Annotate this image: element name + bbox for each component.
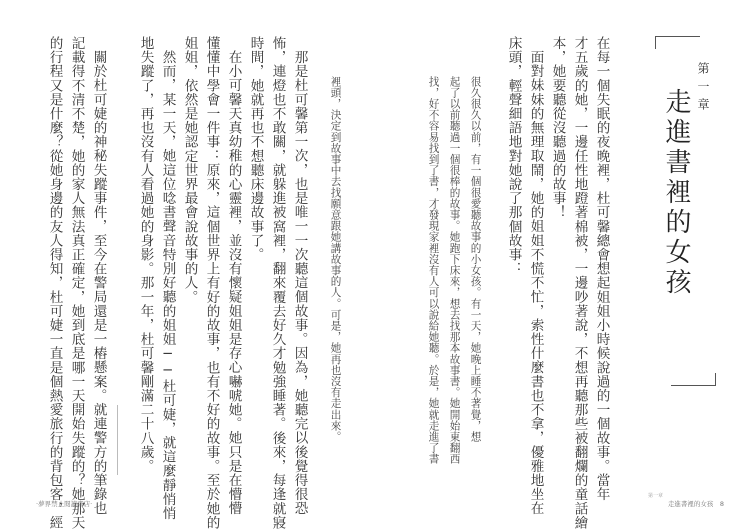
left-column-4: 在小可馨天真幼稚的心靈裡，並沒有懷疑姐姐是存心嚇唬她。她只是在懵懵 <box>225 50 242 516</box>
right-story-column-3: 找，好不容易找到了書，才發現家裡沒有人可以說給她聽。於是，她就走進了書 <box>427 76 440 465</box>
left-column-12: 的行程又是什麼？從她身邊的友人得知，杜可婕一直是個熱愛旅行的背包客，經 <box>46 36 63 530</box>
right-column-1: 在每一個失眠的夜晚裡，杜可馨總會想起姐姐小時候說過的一個故事。當年 <box>593 36 610 502</box>
bracket-top-decoration <box>655 36 700 49</box>
left-column-8: 地失蹤了，再也沒有人看過她的身影。那一年，杜可馨剛滿二十八歲。 <box>137 36 154 474</box>
bracket-bottom-decoration <box>671 373 716 386</box>
right-column-2: 才五歲的她，一邊任性地蹬著棉被，一邊吵著說，不想再聽那些被翻爛的童話繪 <box>571 36 588 530</box>
footer-chapter-title-page: 走進書裡的女孩 8 <box>667 500 724 508</box>
right-page-footer <box>604 492 724 508</box>
right-column-3: 本，她要聽從沒聽過的故事！ <box>549 36 566 220</box>
left-column-7: 然而，某一天，她這位唸書聲音特別好聽的姐姐──杜可婕，就這麼靜悄悄 <box>159 50 176 521</box>
left-column-11: 記載得不清不楚，她的家人無法真正確定，她到底是哪一天開始失蹤的？她那天 <box>68 36 85 530</box>
left-column-1: 那是杜可馨第一次，也是唯一一次聽這個故事。因為，她聽完以後覺得很恐 <box>291 50 308 516</box>
left-column-3: 時間，她就再也不想聽床邊故事了。 <box>247 36 264 262</box>
left-column-10: 關於杜可婕的神秘失蹤事件，至今在警局還是一樁懸案。就連警方的筆錄也 <box>90 50 107 516</box>
left-column-2: 怖，連燈也不敢關，就躲進被窩裡，翻來覆去好久才勉強睡著。後來，每逢就寢 <box>269 36 286 530</box>
chapter-heading <box>655 36 715 386</box>
right-story-column-2: 起了以前聽過一個很棒的故事。她跑下床來，想去找那本故事書。她開始東翻西 <box>448 76 461 465</box>
left-story-column-1: 裡頭，決定到故事中去找願意跟她講故事的人。可是，她再也沒有走出來。 <box>329 76 342 443</box>
right-column-4: 面對妹妹的無理取鬧，她的姐姐不慌不忙，索性什麼書也不拿，優雅地坐在 <box>527 50 544 516</box>
section-divider <box>117 405 118 475</box>
left-page-footer: ‧夢界禁止閱讀書店‧ <box>36 500 93 508</box>
chapter-title: 走進書裡的女孩 <box>661 88 691 298</box>
footer-chapter-label: 第一章 <box>648 493 664 499</box>
right-column-5: 床頭，輕聲細語地對她說了那個故事： <box>505 36 522 276</box>
right-story-column-1: 很久很久以前，有一個很愛聽故事的小女孩。有一天，她晚上睡不著覺，想 <box>469 76 482 443</box>
chapter-number: 第一章 <box>696 62 710 116</box>
left-column-6: 姐姐，依然是她認定世界最會說故事的人。 <box>181 36 198 304</box>
left-column-5: 懂懂中學會一件事：原來，這個世界上有好的故事，也有不好的故事。至於她的 <box>203 36 220 530</box>
